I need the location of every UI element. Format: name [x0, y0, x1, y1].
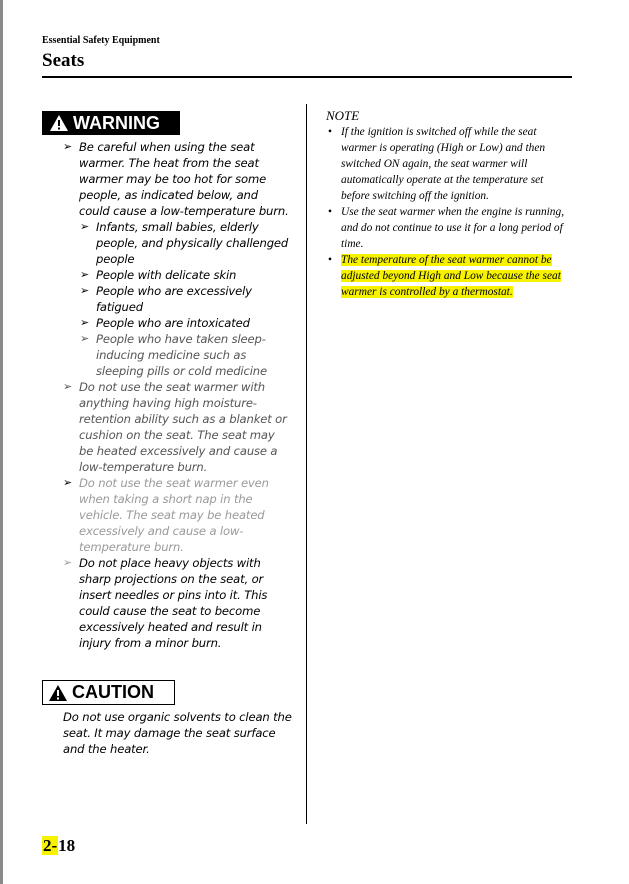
caution-triangle-icon: [48, 684, 68, 702]
section-label: Essential Safety Equipment: [42, 35, 160, 46]
arrow-bullet-icon: ➢: [80, 220, 90, 233]
page-number-value: 18: [58, 836, 76, 855]
arrow-bullet-icon: ➢: [80, 332, 90, 345]
note-item: [328, 252, 571, 300]
warning-item: ➢ Do not use the seat warmer with anything having high moisture-retention ability such as a blanket or cushion on the seat. The seat may be heated excessively and cause a low-temperature burn.: [63, 380, 287, 474]
warning-subitem: ➢ People who are intoxicated: [80, 316, 250, 330]
caution-label: CAUTION: [72, 682, 154, 702]
page-title: Seats: [42, 50, 85, 71]
note-list: [328, 124, 571, 300]
bullet-dot-icon: •: [328, 126, 332, 138]
arrow-bullet-icon: ➢: [80, 268, 90, 281]
page-number: [42, 836, 75, 856]
note-item: • Use the seat warmer when the engine is running, and do not continue to use it for a long period of time.: [328, 206, 565, 250]
arrow-bullet-icon: ➢: [63, 476, 73, 489]
arrow-bullet-icon: ➢: [63, 140, 73, 153]
warning-item: ➢ Do not place heavy objects with sharp projections on the seat, or insert needles or pins into it. This could cause the seat to become excessively heated and result in injury from a minor burn.: [63, 556, 268, 650]
warning-item: ➢ Be careful when using the seat warmer. The heat from the seat warmer may be too hot for some people, as indicated below, and could cause a low-temperature burn. ➢ Infants, small babies, elderly people, and physically challenged people ➢ People with delicate skin ➢ People who are excessively fatigued ➢ People who are intoxicated ➢ People who have taken sleep-inducing medicine such as sleeping pills or cold medicine: [79, 139, 291, 379]
column-divider: [306, 104, 307, 824]
arrow-bullet-icon: ➢: [80, 316, 90, 329]
page-header: [42, 34, 572, 72]
warning-item: ➢ Do not use the seat warmer even when taking a short nap in the vehicle. The seat may be heated excessively and cause a low-temperature burn.: [63, 476, 269, 554]
warning-subitem: ➢ People who are excessively fatigued: [80, 284, 252, 314]
arrow-bullet-icon: ➢: [80, 284, 90, 297]
warning-subitem: ➢ Infants, small babies, elderly people, and physically challenged people: [80, 220, 289, 266]
warning-triangle-icon: [49, 114, 69, 132]
bullet-dot-icon: •: [328, 254, 332, 266]
note-item: • If the ignition is switched off while the seat warmer is operating (High or Low) and then switched ON again, the seat warmer will automatically operate at the temperature set before switching off the ignition.: [328, 126, 546, 202]
arrow-bullet-icon: ➢: [63, 556, 73, 569]
bullet-dot-icon: •: [328, 206, 332, 218]
page-edge: [0, 0, 3, 884]
arrow-bullet-icon: ➢: [63, 380, 73, 393]
note-title: NOTE: [326, 108, 360, 123]
page-number-prefix: 2-: [43, 836, 58, 855]
warning-label: WARNING: [73, 112, 160, 133]
caution-text: Do not use organic solvents to clean the seat. It may damage the seat surface and the heater.: [63, 710, 292, 756]
highlighted-note-text: The temperature of the seat warmer cannot be adjusted beyond High and Low because the seat warmer is controlled by a thermostat.: [341, 254, 561, 298]
warning-sublist: [80, 219, 291, 379]
warning-subitem: ➢ People with delicate skin: [80, 268, 237, 282]
warning-subitem: ➢ People who have taken sleep-inducing medicine such as sleeping pills or cold medicine: [80, 332, 267, 378]
caution-badge: [42, 680, 175, 705]
header-rule: [42, 76, 572, 78]
warning-list: [63, 139, 291, 651]
warning-badge: [42, 111, 180, 135]
